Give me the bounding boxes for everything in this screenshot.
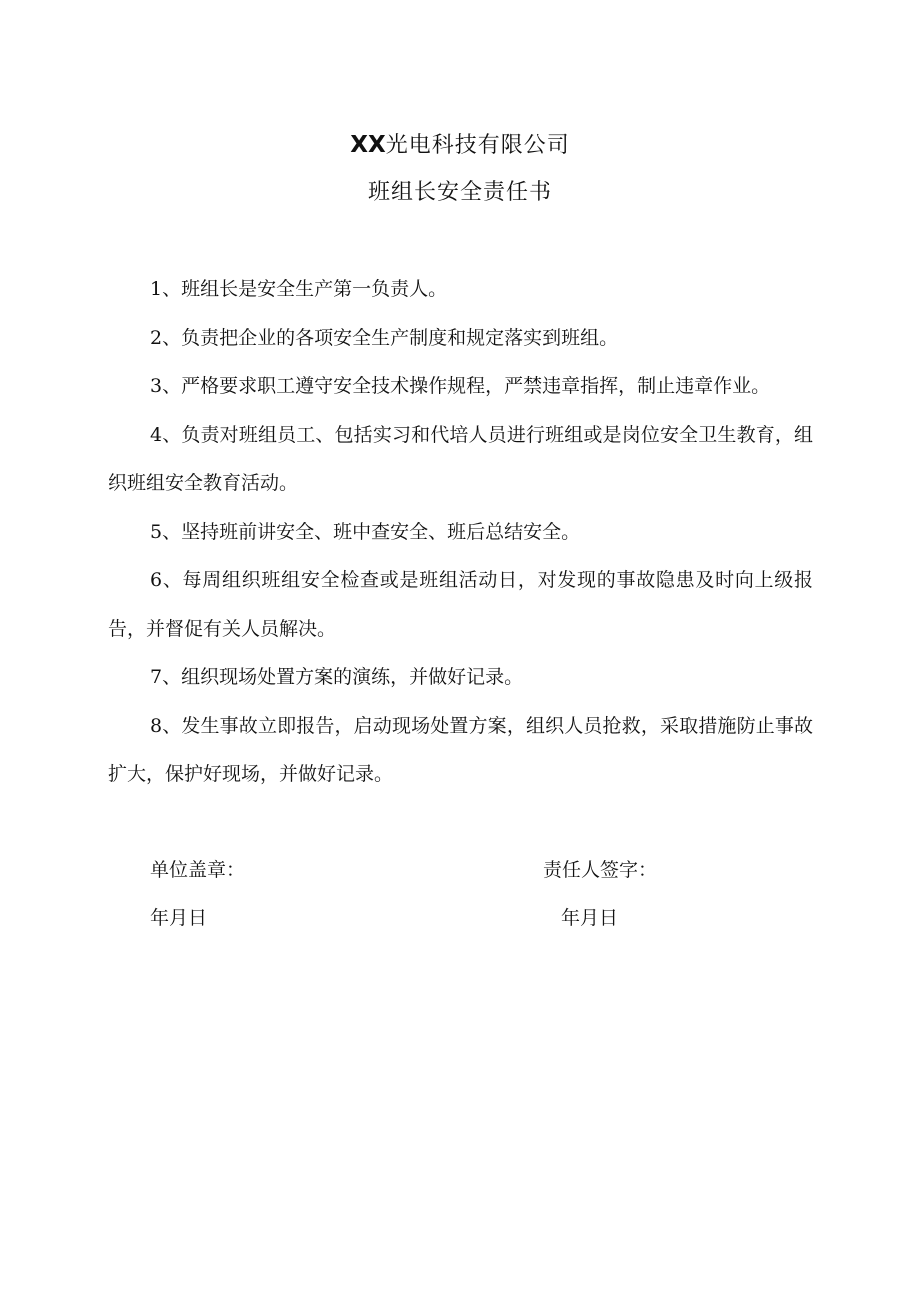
clause-2: 2、负责把企业的各项安全生产制度和规定落实到班组。 xyxy=(150,326,619,349)
responsible-date: 年月日 xyxy=(561,907,619,929)
clause-8: 8、发生事故立即报告，启动现场处置方案，组织人员抢救，采取措施防止事故扩大，保护好现场，并做好记录。 xyxy=(108,714,813,785)
clause-1: 1、班组长是安全生产第一负责人。 xyxy=(150,278,448,300)
unit-seal-label: 单位盖章： xyxy=(150,859,246,881)
clause-3: 3、严格要求职工遵守安全技术操作规程，严禁违章指挥，制止违章作业。 xyxy=(150,375,771,397)
company-name: 光电科技有限公司 xyxy=(385,133,570,158)
clause-6: 6、每周组织班组安全检查或是班组活动日，对发现的事故隐患及时向上级报告，并督促有关人员解决。 xyxy=(108,569,813,640)
unit-date: 年月日 xyxy=(150,907,208,929)
clause-list xyxy=(108,265,813,799)
company-title xyxy=(0,130,920,161)
company-prefix: XX xyxy=(350,132,386,158)
clause-7: 7、组织现场处置方案的演练，并做好记录。 xyxy=(150,666,524,688)
document-title: 班组长安全责任书 xyxy=(367,180,552,205)
responsible-signature-label: 责任人签字： xyxy=(543,859,658,881)
clause-4: 4、负责对班组员工、包括实习和代培人员进行班组或是岗位安全卫生教育，组织班组安全教育活动。 xyxy=(108,423,813,494)
clause-5: 5、坚持班前讲安全、班中查安全、班后总结安全。 xyxy=(150,520,581,543)
